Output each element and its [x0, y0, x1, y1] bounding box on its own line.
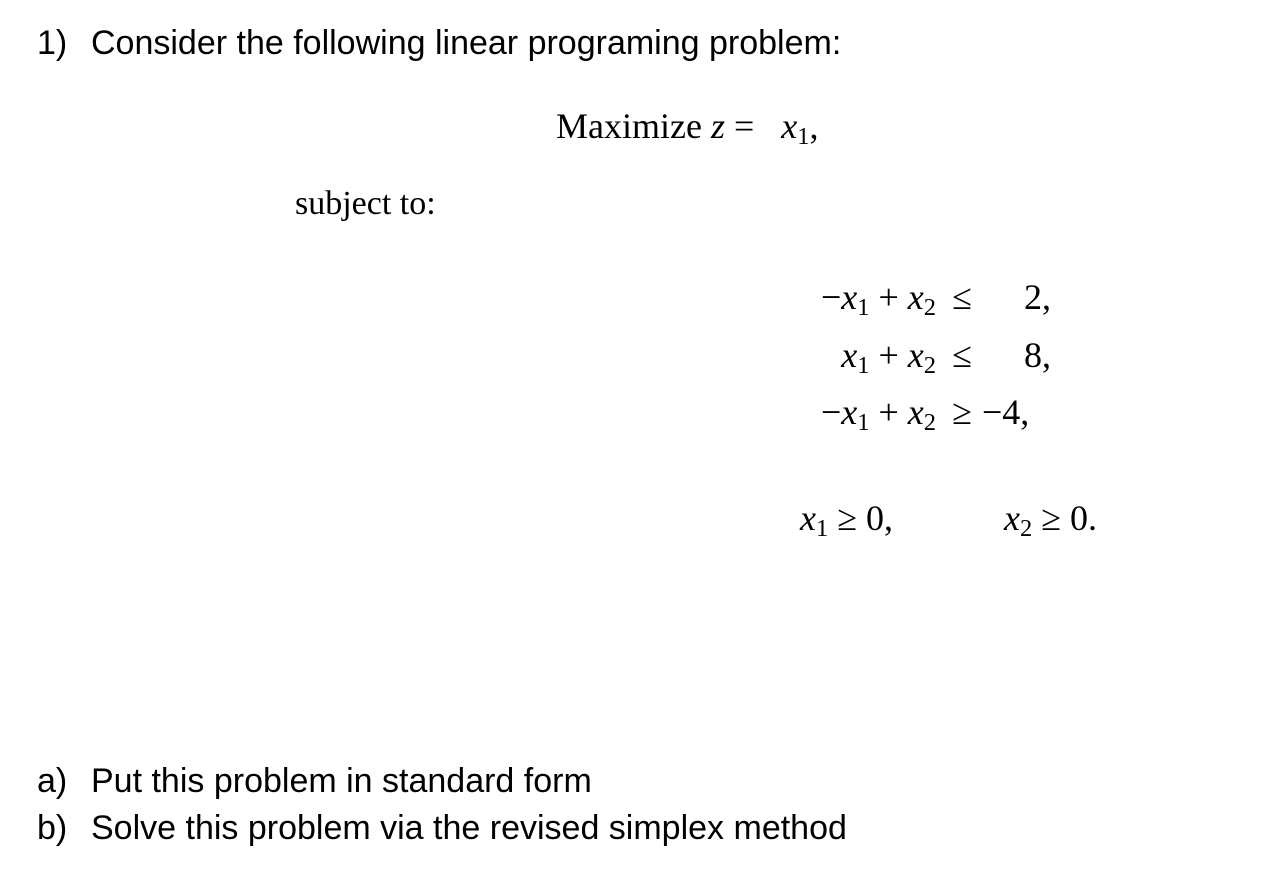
part-b-text: Solve this problem via the revised simplex method: [91, 809, 847, 847]
nonneg-1-val: 0,: [865, 498, 893, 538]
constraint-1-var1: x: [841, 277, 858, 317]
objective-expr-var: x: [781, 106, 798, 146]
nonneg-2-rel: ≥: [1032, 498, 1070, 538]
question-text: Consider the following linear programing problem:: [91, 24, 842, 62]
constraint-1-rhs: 2,: [1024, 277, 1051, 317]
constraint-3-var1: x: [841, 392, 858, 432]
nonneg-1-rel: ≥: [828, 498, 866, 538]
constraint-2-var1: x: [841, 335, 858, 375]
constraint-2-lhs: [636, 337, 936, 379]
constraint-3-lhs: [636, 394, 936, 436]
constraint-3-sub1: 1: [857, 409, 870, 437]
constraint-3-sub2: 2: [923, 409, 936, 437]
part-a-text: Put this problem in standard form: [91, 762, 592, 800]
nonneg-1-sub: 1: [815, 515, 829, 543]
nonneg-2-sub: 2: [1019, 515, 1033, 543]
constraint-2-sub2: 2: [923, 352, 936, 380]
constraint-1-sub1: 1: [857, 294, 870, 322]
constraint-1-relation: ≤: [952, 277, 972, 317]
subject-to-label: subject to:: [295, 185, 436, 222]
constraint-2-op: +: [869, 335, 908, 375]
constraint-1-op: +: [869, 277, 908, 317]
objective-variable: z: [710, 106, 725, 146]
constraint-2-relation: ≤: [952, 335, 972, 375]
constraint-1-var2: x: [907, 277, 924, 317]
question-number: 1): [37, 24, 68, 62]
constraint-1-sub2: 2: [923, 294, 936, 322]
constraint-3-relation: ≥: [952, 392, 972, 432]
constraint-1-sign: −: [820, 277, 842, 317]
objective-function: [556, 108, 819, 150]
part-a-label: a): [37, 762, 68, 800]
objective-equals: =: [724, 106, 764, 146]
objective-expr-end: ,: [809, 106, 819, 146]
constraint-3-sign: −: [820, 392, 842, 432]
nonneg-1-var: x: [800, 498, 816, 538]
nonneg-2-var: x: [1004, 498, 1020, 538]
constraint-2-rhs: 8,: [1024, 335, 1051, 375]
constraint-1-lhs: [636, 279, 936, 321]
objective-label: Maximize: [556, 106, 702, 146]
nonnegativity-x1: [800, 500, 893, 542]
constraint-2-sub1: 1: [857, 352, 870, 380]
constraint-3-rhs: −4,: [982, 392, 1030, 432]
constraint-3-op: +: [869, 392, 908, 432]
constraint-2-var2: x: [907, 335, 924, 375]
objective-expr-sub: 1: [797, 123, 810, 151]
nonnegativity-x2: [1004, 500, 1097, 542]
nonneg-2-val: 0.: [1069, 498, 1097, 538]
part-b-label: b): [37, 809, 68, 847]
constraint-3-var2: x: [907, 392, 924, 432]
